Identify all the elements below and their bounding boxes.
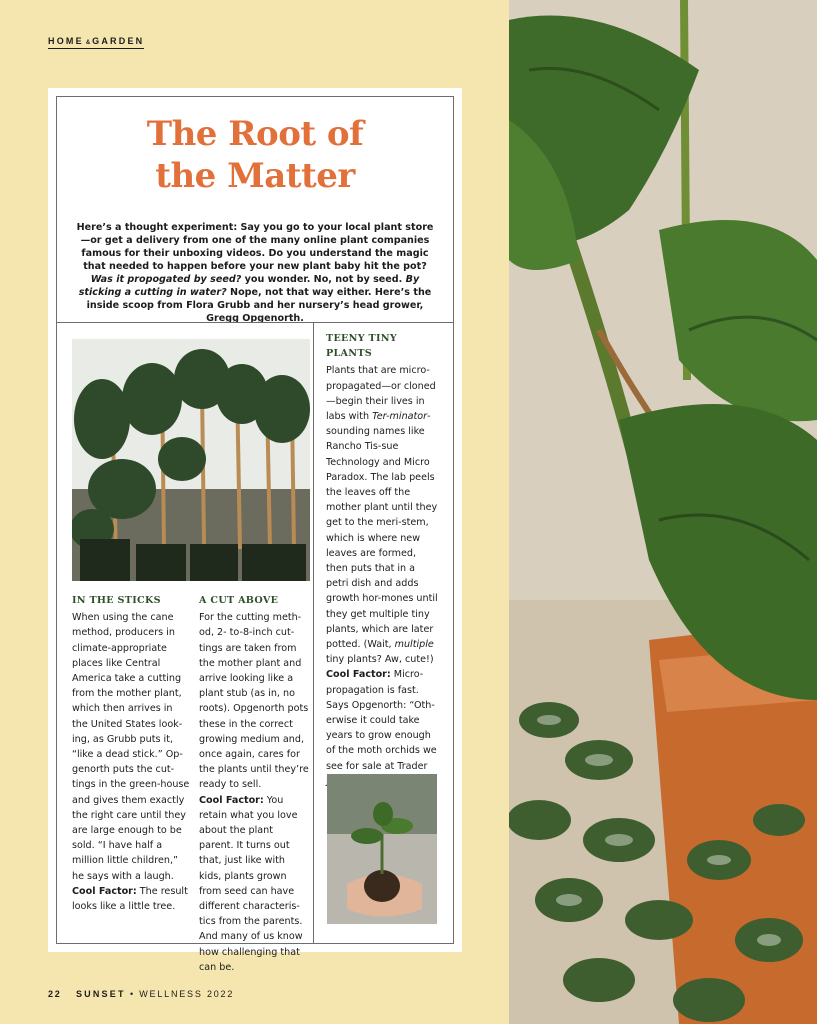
article-title bbox=[57, 113, 453, 197]
intro-question-2: By sticking a cutting in water? bbox=[78, 274, 420, 298]
column-in-the-sticks bbox=[72, 593, 190, 914]
article-intro bbox=[73, 221, 437, 325]
issue-name: WELLNESS 2022 bbox=[139, 989, 235, 999]
heading-teeny-tiny-plants: TEENY TINY PLANTS bbox=[326, 333, 397, 360]
column-teeny-tiny-plants bbox=[326, 331, 440, 789]
sticks-text: When using the cane method, producers in climate-appropriate places like Central America take a cutting from the mother plant, which then arrives in the United States look-ing, as Grubb puts it, “like a dead stick.” Op-genorth puts the cut-tings in the green-house and gives them exactly the right care until they are large enough to be sold. “I have half a million little children,” he says with a laugh. bbox=[72, 612, 190, 882]
intro-question-1: Was it propogated by seed? bbox=[90, 274, 242, 285]
body-in-the-sticks bbox=[72, 610, 190, 914]
article-frame bbox=[56, 96, 454, 973]
heading-in-the-sticks: IN THE STICKS bbox=[72, 595, 161, 606]
page-footer bbox=[48, 989, 234, 999]
section-label bbox=[48, 36, 144, 49]
sticks-cool-text: The result looks like a little tree. bbox=[72, 885, 188, 913]
greenhouse-photo bbox=[72, 339, 310, 581]
title-line-2: the Matter bbox=[155, 156, 355, 196]
page-number: 22 bbox=[48, 989, 62, 999]
sticks-cool-label: Cool Factor: bbox=[72, 885, 137, 897]
body-teeny-tiny-plants bbox=[326, 363, 440, 789]
tiny-text-3: tiny plants? Aw, cute!) bbox=[326, 654, 434, 666]
section-label-home: HOME bbox=[48, 36, 84, 46]
cut-cool-label: Cool Factor: bbox=[199, 794, 264, 806]
cut-text: For the cutting meth-od, 2- to-8-inch cut-tings are taken from the mother plant and arrive looking like a plant stub (as in, no roots). Opgenorth pots these in the correct growing medium and, once again, cares for the plants until they’re ready to sell. bbox=[199, 612, 309, 791]
body-a-cut-above bbox=[199, 610, 309, 975]
cut-cool-text: You retain what you love about the plant parent. It turns out that, just like with kids, plants grown from seed can have different characteris-tics from the parents. And many of us know how challenging that can be. bbox=[199, 794, 303, 973]
monstera-photo bbox=[509, 0, 817, 1024]
tiny-cool-text: Micro-propagation is fast. Says Opgenorth: “Oth-erwise it could take years to grow enough of the moth orchids we see for sale at Trader bbox=[326, 669, 437, 772]
intro-text-3: Nope, not that way either. Here’s the inside scoop from Flora Grubb and her nursery’s head grower, Gregg Opgenorth. bbox=[86, 287, 432, 324]
vertical-divider bbox=[313, 322, 314, 943]
horizontal-divider bbox=[57, 322, 453, 323]
tiny-text-2: -sounding names like Rancho Tis-sue Technology and Micro Paradox. The lab peels the leaves off the mother plant until they get to the meri-stem, which is where new leaves are formed, then puts that in a petri dish and adds growth hor-mones until they get multiple tiny plants, which are later potted. (Wait, bbox=[326, 411, 438, 651]
article-card bbox=[48, 88, 462, 973]
magazine-brand: SUNSET bbox=[75, 989, 126, 999]
tiny-text-em: Ter-minator bbox=[372, 411, 428, 423]
intro-text-2: you wonder. No, not by seed. bbox=[241, 274, 406, 285]
intro-text-1: Here’s a thought experiment: Say you go to your local plant store—or get a delivery from one of the many online plant companies famous for their unboxing videos. Do you understand the magic that needed to happen before your new plant baby hit the pot? bbox=[76, 222, 434, 272]
title-line-1: The Root of bbox=[146, 114, 364, 154]
section-label-garden: GARDEN bbox=[92, 36, 145, 46]
hands-plant-photo bbox=[327, 774, 437, 924]
tiny-cool-label: Cool Factor: bbox=[326, 669, 391, 681]
column-a-cut-above bbox=[199, 593, 309, 975]
tiny-text-1: Plants that are micro-propagated—or cloned—begin their lives in labs with bbox=[326, 365, 436, 423]
footer-separator: • bbox=[129, 989, 135, 999]
heading-a-cut-above: A CUT ABOVE bbox=[199, 595, 279, 606]
tiny-text-em-2: multiple bbox=[394, 639, 434, 651]
section-label-amp: & bbox=[85, 40, 91, 46]
